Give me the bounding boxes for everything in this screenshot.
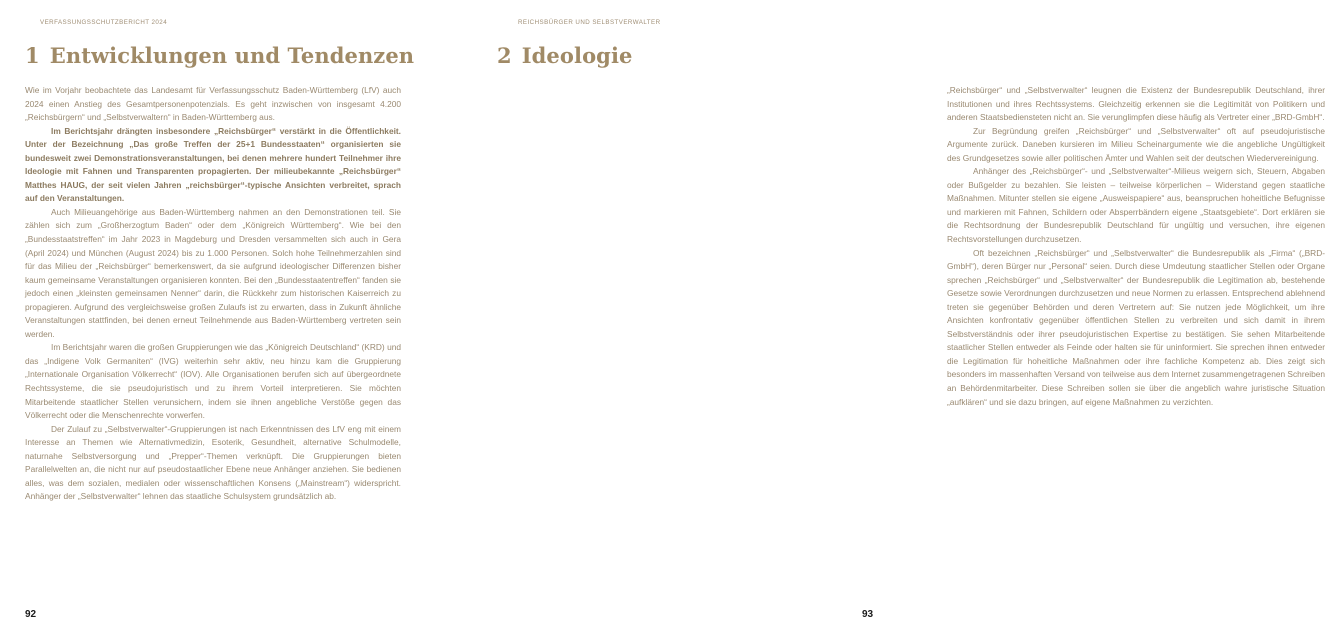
paragraph: Im Berichtsjahr waren die großen Gruppierungen wie das „Königreich Deutschland“ (KRD) und das „Indigene Volk Germaniten“ (IVG) weiterhin sehr aktiv, neu hinzu kam die Gruppierung „Internationale Organisation Völkerrecht“ (IOV). Alle Organisationen berufen sich auf übergeordnete Rechtssysteme, die sie pseudojuristisch und zu ihrem Vorteil interpretieren. Sie möchten Mitarbeitende staatlicher Stellen verunsichern, indem sie ihnen angebliche Verstöße gegen das Völkerrecht oder die Menschenrechte vorwerfen. (25, 342, 401, 421)
page-number: 93 (862, 609, 874, 620)
running-head: VERFASSUNGSSCHUTZBERICHT 2024 (40, 19, 168, 26)
paragraph: Zur Begründung greifen „Reichsbürger“ und „Selbstverwalter“ oft auf pseudojuristische Argumente zurück. Daneben kursieren im Milieu Scheinargumente wie die angebliche Ungültigkeit des Grundgesetzes sowie aller politischen Ämter und Wahlen seit der deutschen Wiedervereinigung. (947, 125, 1325, 163)
paragraph: Der Zulauf zu „Selbstverwalter“-Gruppierungen ist nach Erkenntnissen des LfV eng mit einem Interesse an Themen wie Alternativmedizin, Esoterik, Gesundheit, alternative Schulmodelle, naturnahe Selbstversorgung und „Prepper“-Themen verknüpft. Die Gruppierungen bieten Parallelwelten an, die nicht nur auf pseudostaatlicher Ebene neue Anhänger anziehen. Sie bedienen alles, was dem sozialen, medialen oder wissenschaftlichen Konsens („Mainstream“) widerspricht. Anhänger der „Selbstverwalter“ lehnen das staatliche Schulsystem grundsätzlich ab. (25, 423, 401, 502)
chapter-title (25, 43, 414, 68)
chapter-title (497, 43, 633, 68)
body-text (25, 84, 401, 504)
paragraph: Auch Milieuangehörige aus Baden-Württemberg nahmen an den Demonstrationen teil. Sie zählen sich zum „Großherzogtum Baden“ oder dem „Königreich Württemberg“. Wie bei den „Bundesstaatstreffen“ im Jahr 2023 in Magdeburg und Dresden versammelten sich auch in Gera (April 2024) und München (August 2024) bis zu 1.000 Personen. Solch hohe Teilnehmerzahlen sind für das Milieu der „Reichsbürger“ bemerkenswert, da sie aufgrund ideologischer Differenzen bisher kaum gemeinsame Veranstaltungen organisieren konnten. Bei den „Bundesstaatentreffen“ fanden sie jedoch einen „kleinsten gemeinsamen Nenner“ darin, die Rückkehr zum historischen Kaiserreich zu propagieren. Aufgrund des vergleichsweise großen Zulaufs ist zu erwarten, dass in Zukunft ähnliche Veranstaltungen stattfinden, bei denen erneut Teilnehmende aus Baden-Württemberg vertreten sein werden. (25, 206, 401, 339)
paragraph: „Reichsbürger“ und „Selbstverwalter“ leugnen die Existenz der Bundesrepublik Deutschland, ihrer Institutionen und ihres Rechtssystems. Gleichzeitig erkennen sie die Legitimität von Politikern und anderen Staatsbediensteten nicht an. Sie verunglimpfen diese häufig als Vertreter einer „BRD-GmbH“. (947, 85, 1325, 123)
paragraph: Wie im Vorjahr beobachtete das Landesamt für Verfassungsschutz Baden-Württemberg (LfV) auch 2024 einen Anstieg des Gesamtpersonenpotenzials. Es geht inzwischen von insgesamt 4.200 „Reichsbürgern“ und „Selbstverwaltern“ in Baden-Württemberg aus. (25, 85, 401, 123)
chapter-number: 2 (497, 43, 512, 68)
chapter-number: 1 (25, 43, 40, 68)
paragraph: Anhänger des „Reichsbürger“- und „Selbstverwalter“-Milieus weigern sich, Steuern, Abgaben oder Bußgelder zu bezahlen. Sie leisten – teilweise körperlichen – Widerstand gegen staatliche Maßnahmen. Mitunter stellen sie eigene „Ausweispapiere“ aus, beanspruchen hoheitliche Befugnisse und markieren mit Fahnen, Schildern oder Absperrbändern eigene „Staatsgebiete“. Dort erklären sie die Rechtsordnung der Bundesrepublik Deutschland für ungültig und versuchen, ihre eigenen Rechtsvorstellungen durchzusetzen. (947, 166, 1325, 245)
chapter-title-text: Ideologie (521, 43, 633, 68)
paragraph-emphasized: Im Berichtsjahr drängten insbesondere „Reichsbürger“ verstärkt in die Öffentlichkeit. Unter der Bezeichnung „Das große Treffen der 25+1 Bundesstaaten“ organisierten sie bundesweit zwei Demonstrationsveranstaltungen, bei denen mehrere hundert Teilnehmer ihre Ideologie mit Fahnen und Transparenten propagierten. Der milieubekannte „Reichsbürger“ Matthes HAUG, der seit vielen Jahren „reichsbürger“-typische Ansichten verbreitet, sprach auf den Veranstaltungen. (25, 125, 401, 204)
body-text (947, 84, 1325, 409)
chapter-title-text: Entwicklungen und Tendenzen (49, 43, 415, 68)
right-page (450, 0, 1325, 636)
left-page (0, 0, 450, 636)
paragraph: Oft bezeichnen „Reichsbürger“ und „Selbstverwalter“ die Bundesrepublik als „Firma“ („BRD-GmbH“), deren Bürger nur „Personal“ seien. Durch diese Umdeutung staatlicher Stellen oder Organe sprechen „Reichsbürger“ und „Selbstverwalter“ der Bundesrepublik die Legitimation ab, bestehende Gesetze sowie Verordnungen durchzusetzen und neue Normen zu erlassen. Entsprechend ablehnend treten sie gegenüber Behörden und deren Vertretern auf: Sie nutzen jede Möglichkeit, um ihre Ansichten konfrontativ gegenüber öffentlichen Stellen zu verbreiten und sich damit in ihrem Selbstverständnis oder ihrer pseudojuristischen Expertise zu bestätigen. Sie sehen Mitarbeitende staatlicher Stellen entweder als Feinde oder halten sie für uninformiert. Sie sprechen ihnen entweder die Legitimation für hoheitliche Maßnahmen oder ihre fachliche Kompetenz ab. Dies zeigt sich besonders im massenhaften Versand von teilweise aus dem Internet zusammengetragenen Schreiben an Behördenmitarbeiter. Diese Schreiben sollen sie über die angeblich wahre juristische Situation „aufklären“ und sie dazu bringen, auf eigene Maßnahmen zu verzichten. (947, 247, 1325, 407)
running-head: REICHSBÜRGER UND SELBSTVERWALTER (518, 19, 661, 26)
page-number: 92 (25, 609, 37, 620)
